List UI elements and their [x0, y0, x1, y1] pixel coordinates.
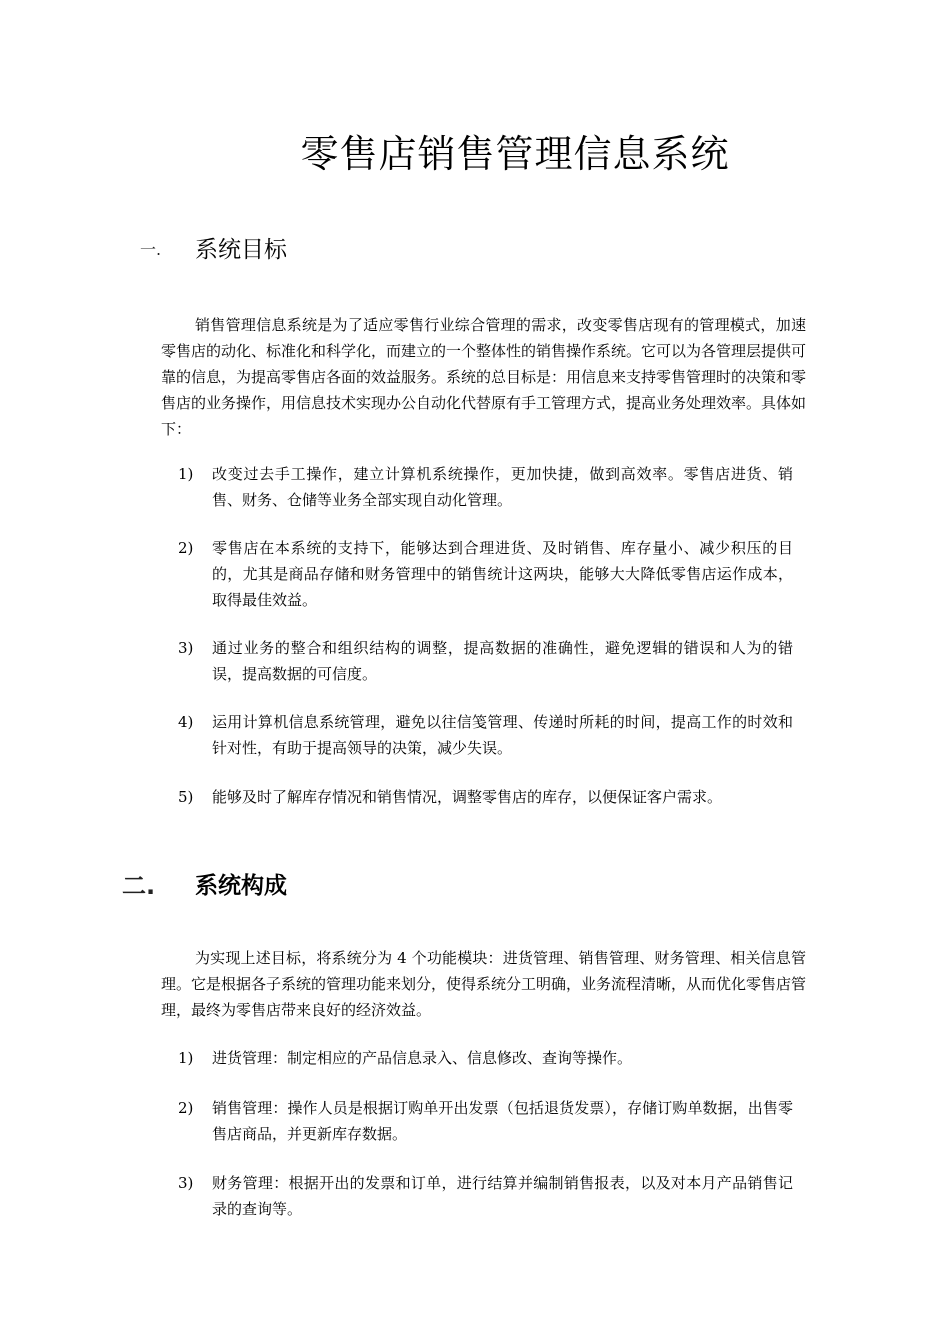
list-item-number: 3) [178, 1174, 194, 1192]
list-item [178, 1095, 793, 1147]
list-item-text: 通过业务的整合和组织结构的调整，提高数据的准确性，避免逻辑的错误和人为的错误，提高数据的可信度。 [212, 639, 793, 683]
section-number: 二. [122, 872, 156, 900]
list-item [178, 635, 793, 687]
list-item [178, 784, 793, 810]
list-item-number: 5) [178, 788, 194, 806]
list-item-number: 2) [178, 1099, 194, 1117]
section-title: 系统构成 [195, 873, 287, 899]
list-item-text: 运用计算机信息系统管理，避免以往信笺管理、传递时所耗的时间，提高工作的时效和针对性，有助于提高领导的决策，减少失误。 [212, 713, 793, 757]
list-item-text: 财务管理：根据开出的发票和订单，进行结算并编制销售报表，以及对本月产品销售记录的查询等。 [212, 1174, 793, 1218]
section-paragraph: 销售管理信息系统是为了适应零售行业综合管理的需求，改变零售店现有的管理模式，加速零售店的动化、标准化和科学化，而建立的一个整体性的销售操作系统。它可以为各管理层提供可靠的信息，为提高零售店各面的效益服务。系统的总目标是：用信息来支持零售管理时的决策和零售店的业务操作，用信息技术实现办公自动化代替原有手工管理方式，提高业务处理效率。具体如下： [161, 316, 807, 438]
section-paragraph: 为实现上述目标，将系统分为 4 个功能模块：进货管理、销售管理、财务管理、相关信息管理。它是根据各子系统的管理功能来划分，使得系统分工明确，业务流程清晰，从而优化零售店管理，最终为零售店带来良好的经济效益。 [161, 949, 807, 1019]
list-item-text: 进货管理：制定相应的产品信息录入、信息修改、查询等操作。 [212, 1049, 633, 1067]
list-item-number: 2) [178, 539, 194, 557]
section-heading-composition [0, 869, 950, 903]
list-item [178, 535, 793, 613]
section-title: 系统目标 [195, 237, 287, 263]
section-number: 一. [140, 240, 162, 259]
list-item-number: 1) [178, 465, 194, 483]
list-item-text: 改变过去手工操作，建立计算机系统操作，更加快捷，做到高效率。零售店进货、销售、财务、仓储等业务全部实现自动化管理。 [212, 465, 793, 509]
section-heading-goals [0, 233, 950, 267]
list-item [178, 1170, 793, 1222]
list-item [178, 461, 793, 513]
list-item-number: 1) [178, 1049, 194, 1067]
list-item-text: 零售店在本系统的支持下，能够达到合理进货、及时销售、库存量小、减少积压的目的，尤其是商品存储和财务管理中的销售统计这两块，能够大大降低零售店运作成本，取得最佳效益。 [212, 539, 793, 609]
list-item-text: 能够及时了解库存情况和销售情况，调整零售店的库存，以便保证客户需求。 [212, 788, 723, 806]
list-item [178, 709, 793, 761]
list-item-number: 3) [178, 639, 194, 657]
list-item-number: 4) [178, 713, 194, 731]
list-item [178, 1045, 793, 1071]
list-item-text: 销售管理：操作人员是根据订购单开出发票（包括退货发票），存储订购单数据，出售零售店商品，并更新库存数据。 [212, 1099, 793, 1143]
document-title: 零售店销售管理信息系统 [300, 132, 730, 176]
